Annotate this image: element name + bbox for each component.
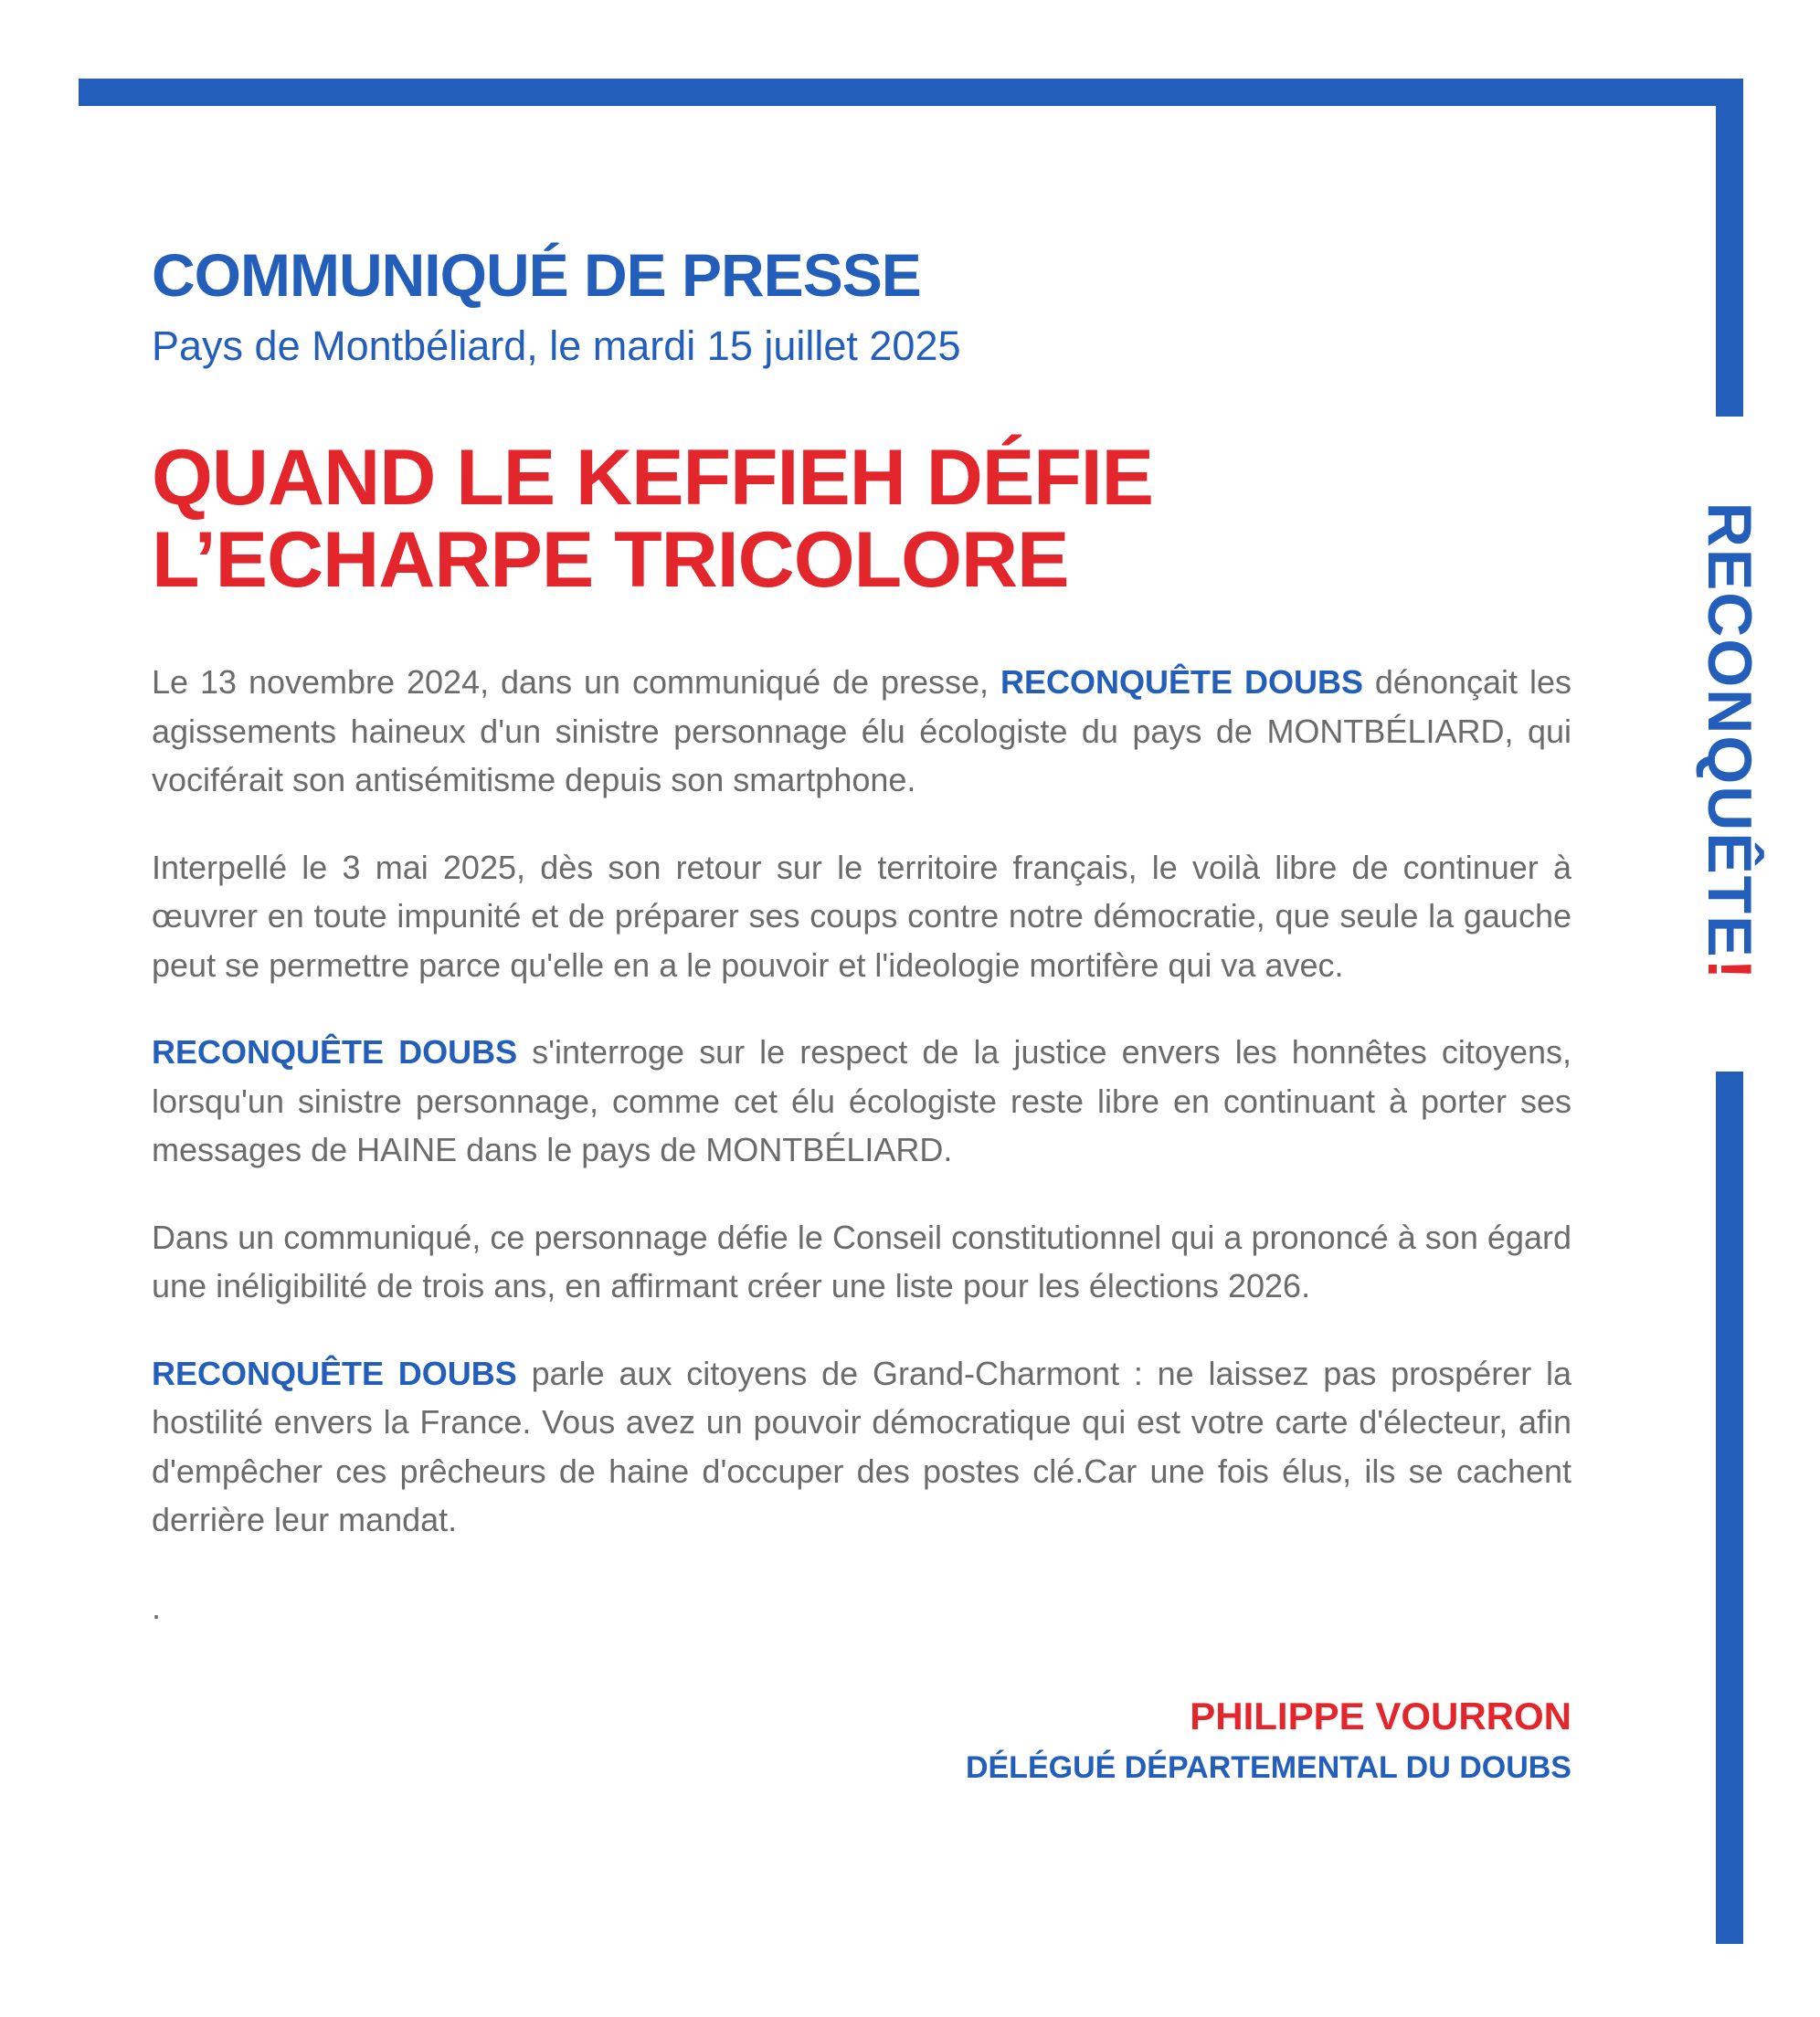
logo-exclamation-mark: !	[1695, 958, 1764, 982]
signatory-name: PHILIPPE VOURRON	[1190, 1695, 1571, 1737]
organization-highlight: RECONQUÊTE DOUBS	[1000, 663, 1363, 701]
organization-highlight: RECONQUÊTE DOUBS	[152, 1033, 518, 1071]
paragraph-2: Interpellé le 3 mai 2025, dès son retour sur le territoire français, le voilà libre de continuer à œuvrer en toute impunité et de préparer ses coups contre notre démocratie, que seule la gauche peut se permettre parce qu'elle en a le pouvoir et l'ideologie mortifère qui va avec.	[152, 848, 1571, 984]
reconquete-logo	[1695, 502, 1764, 982]
paragraph-3-text: s'interroge sur le respect de la justice envers les honnêtes citoyens, lorsqu'un sinistre personnage, comme cet élu écologiste reste libre en continuant à porter ses messages de HAINE dans le pays de MONTBÉLIARD.	[152, 1033, 1572, 1168]
press-release-body	[152, 658, 1571, 1670]
paragraph-1-intro: Le 13 novembre 2024, dans un communiqué de presse,	[152, 663, 1000, 701]
paragraph-1-text: dénonçait les agissements haineux d'un sinistre personnage élu écologiste du pays de MONTBÉLIARD, qui vociférait son antisémitisme depuis son smartphone.	[152, 663, 1571, 798]
trailing-dot: .	[152, 1588, 162, 1626]
paragraph-4: Dans un communiqué, ce personnage défie le Conseil constitutionnel qui a prononcé à son égard une inéligibilité de trois ans, en affirmant créer une liste pour les élections 2026.	[152, 1218, 1571, 1304]
frame-top-bar	[79, 79, 1743, 106]
paragraph-5	[152, 1349, 1571, 1545]
headline: QUAND LE KEFFIEH DÉFIE L’ECHARPE TRICOLORE	[152, 434, 1154, 604]
frame-right-bar-upper	[1716, 79, 1743, 417]
paragraph-5-text: parle aux citoyens de Grand-Charmont : ne laissez pas prospérer la hostilité envers la France. Vous avez un pouvoir démocratique qui est votre carte d'électeur, afin d'empêcher ces prêcheurs de haine d'occuper des postes clé.Car une fois élus, ils se cachent derrière leur mandat.	[152, 1354, 1572, 1538]
organization-highlight: RECONQUÊTE DOUBS	[152, 1354, 517, 1392]
logo-text: RECONQUÊTE	[1695, 502, 1764, 959]
paragraph-3	[152, 1028, 1571, 1175]
signatory-title: DÉLÉGUÉ DÉPARTEMENTAL DU DOUBS	[965, 1750, 1571, 1785]
dateline: Pays de Montbéliard, le mardi 15 juillet 2025	[152, 322, 961, 369]
paragraph-1	[152, 658, 1571, 805]
press-release-kicker: COMMUNIQUÉ DE PRESSE	[152, 241, 921, 309]
frame-right-bar-lower	[1716, 1072, 1743, 1944]
signature-block	[966, 1697, 1571, 1783]
